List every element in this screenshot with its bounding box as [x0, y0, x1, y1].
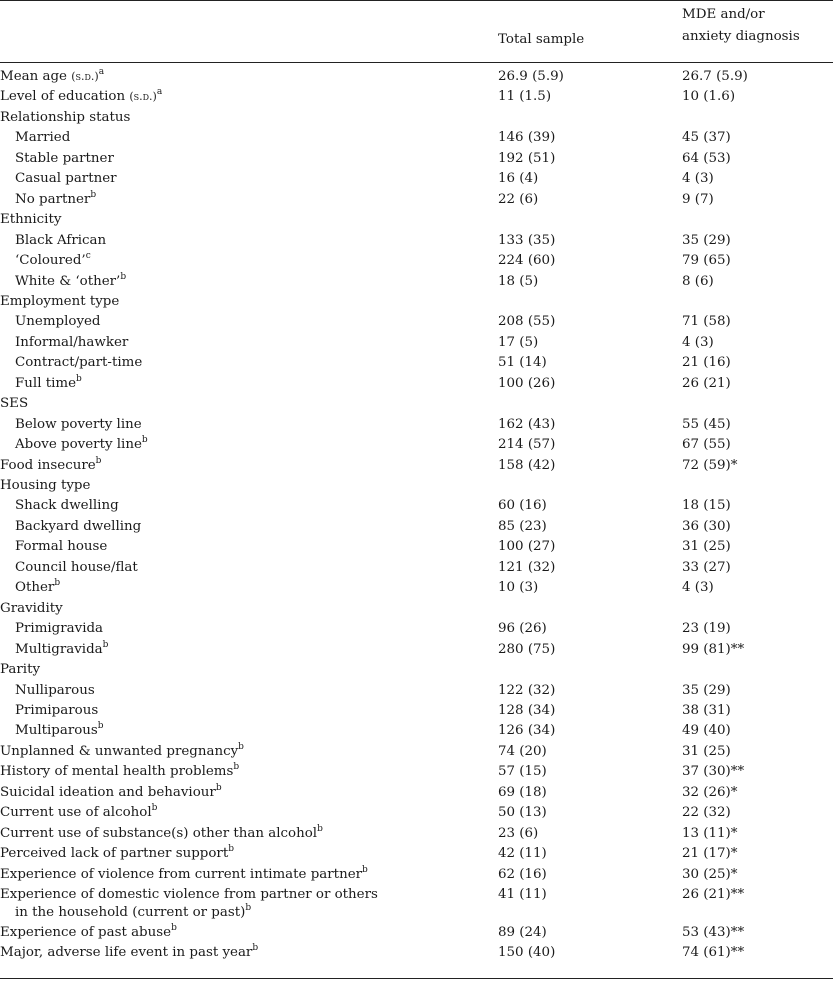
diagnosis-value: 4 (3)	[682, 171, 714, 187]
row-label: Ethnicity	[0, 212, 62, 228]
total-sample-value: 100 (26)	[498, 375, 556, 391]
row-label: White & ‘other’$^b$	[15, 271, 127, 289]
total-sample-value: 60 (16)	[498, 498, 547, 514]
row-label: SES	[0, 396, 29, 412]
diagnosis-value: 4 (3)	[682, 334, 714, 350]
total-sample-value: 26.9 (5.9)	[498, 69, 564, 84]
row-label: Unemployed	[15, 314, 101, 330]
diagnosis-value: 37 (30)**	[682, 764, 745, 780]
diagnosis-value: 13 (11)*	[682, 825, 738, 841]
table-row	[0, 169, 833, 189]
row-label: Shack dwelling	[15, 498, 119, 514]
total-sample-value: 122 (32)	[498, 682, 556, 698]
row-label: Above poverty line$^b$	[15, 435, 148, 453]
total-sample-value: 214 (57)	[498, 437, 556, 453]
diagnosis-value: 31 (25)	[682, 539, 731, 555]
bottom-rule	[0, 978, 833, 979]
total-sample-value: 18 (5)	[498, 273, 539, 289]
table-row	[0, 312, 833, 332]
row-label: Backyard dwelling	[15, 518, 142, 534]
row-label: No partner$^b$	[15, 189, 97, 207]
total-sample-value: 10 (3)	[498, 580, 539, 596]
table-row	[0, 783, 833, 803]
total-sample-value: 158 (42)	[498, 457, 556, 473]
row-label: Formal house	[15, 539, 108, 555]
table-row	[0, 292, 833, 312]
table-row	[0, 231, 833, 251]
total-sample-value: 280 (75)	[498, 641, 556, 657]
row-label: Food insecure$^b$	[0, 455, 102, 473]
diagnosis-value: 74 (61)**	[682, 945, 745, 961]
table-row	[0, 803, 833, 823]
total-sample-value: 89 (24)	[498, 925, 547, 940]
diagnosis-value: 67 (55)	[682, 437, 731, 453]
table-row	[0, 681, 833, 701]
col-header-diagnosis-line2: anxiety diagnosis	[682, 29, 800, 44]
row-label: Below poverty line	[15, 416, 142, 432]
diagnosis-value: 72 (59)*	[682, 457, 738, 473]
diagnosis-value: 99 (81)**	[682, 641, 745, 657]
table-row	[0, 210, 833, 230]
total-sample-value: 133 (35)	[498, 232, 556, 248]
table-row	[0, 742, 833, 762]
diagnosis-value: 30 (25)*	[682, 866, 738, 882]
row-label: Employment type	[0, 293, 120, 309]
diagnosis-value: 22 (32)	[682, 805, 731, 821]
total-sample-value: 162 (43)	[498, 416, 556, 432]
table-row	[0, 353, 833, 373]
diagnosis-value: 53 (43)**	[682, 925, 745, 940]
col-header-diagnosis	[682, 4, 800, 48]
table-row	[0, 517, 833, 537]
row-label: Experience of past abuse$^b$	[0, 923, 177, 940]
table-row	[0, 640, 833, 660]
table-row	[0, 923, 833, 943]
table-row	[0, 394, 833, 414]
diagnosis-value: 55 (45)	[682, 416, 731, 432]
total-sample-value: 41 (11)	[498, 887, 547, 902]
row-label: Major, adverse life event in past year$^b$	[0, 943, 259, 961]
row-label: Current use of substance(s) other than alcohol$^b$	[0, 823, 323, 841]
diagnosis-value: 23 (19)	[682, 621, 731, 637]
table-row	[0, 844, 833, 864]
table-row	[0, 67, 833, 87]
table-row	[0, 149, 833, 169]
total-sample-value: 22 (6)	[498, 191, 539, 207]
diagnosis-value: 18 (15)	[682, 498, 731, 514]
row-label: Experience of violence from current intimate partner$^b$	[0, 864, 368, 882]
col-header-diagnosis-line1: MDE and/or	[682, 7, 765, 22]
row-label: Current use of alcohol$^b$	[0, 803, 158, 821]
header-rule	[0, 62, 833, 63]
diagnosis-value: 45 (37)	[682, 130, 731, 146]
table-row	[0, 558, 833, 578]
table-row	[0, 456, 833, 476]
total-sample-value: 150 (40)	[498, 945, 556, 961]
table-row	[0, 496, 833, 516]
total-sample-value: 57 (15)	[498, 764, 547, 780]
row-label: Level of education $(s.d.)^a$	[0, 87, 163, 105]
total-sample-value: 126 (34)	[498, 723, 556, 739]
table-row	[0, 333, 833, 353]
diagnosis-value: 8 (6)	[682, 273, 714, 289]
row-label: Housing type	[0, 478, 91, 493]
diagnosis-value: 21 (16)	[682, 355, 731, 371]
row-label: Contract/part-time	[15, 355, 143, 371]
row-label: Primigravida	[15, 621, 104, 637]
col-header-total	[498, 29, 584, 51]
table-row	[0, 943, 833, 963]
total-sample-value: 192 (51)	[498, 150, 556, 166]
total-sample-value: 16 (4)	[498, 171, 539, 187]
total-sample-value: 11 (1.5)	[498, 89, 552, 105]
table-row	[0, 701, 833, 721]
row-label: Suicidal ideation and behaviour$^b$	[0, 782, 222, 800]
table-row	[0, 660, 833, 680]
total-sample-value: 208 (55)	[498, 314, 556, 330]
total-sample-value: 100 (27)	[498, 539, 556, 555]
table-row	[0, 537, 833, 557]
diagnosis-value: 10 (1.6)	[682, 89, 736, 105]
diagnosis-value: 64 (53)	[682, 150, 731, 166]
table-row	[0, 865, 833, 885]
row-label: Multigravida$^b$	[15, 639, 109, 657]
row-label: Mean age $(s.d.)^a$	[0, 67, 105, 84]
total-sample-value: 69 (18)	[498, 784, 547, 800]
table-row	[0, 578, 833, 598]
row-label: Unplanned & unwanted pregnancy$^b$	[0, 741, 244, 759]
row-label: Multiparous$^b$	[15, 721, 104, 739]
total-sample-value: 96 (26)	[498, 621, 547, 637]
total-sample-value: 51 (14)	[498, 355, 547, 371]
total-sample-value: 23 (6)	[498, 825, 539, 841]
diagnosis-value: 26.7 (5.9)	[682, 69, 748, 84]
diagnosis-value: 38 (31)	[682, 702, 731, 718]
table-row	[0, 599, 833, 619]
total-sample-value: 74 (20)	[498, 743, 547, 759]
diagnosis-value: 32 (26)*	[682, 784, 738, 800]
row-label: Relationship status	[0, 109, 131, 125]
diagnosis-value: 71 (58)	[682, 314, 731, 330]
row-label: Informal/hawker	[15, 334, 129, 350]
total-sample-value: 62 (16)	[498, 866, 547, 882]
table-row	[0, 87, 833, 107]
row-label: History of mental health problems$^b$	[0, 762, 240, 780]
row-label: Black African	[15, 232, 107, 248]
row-label: ‘Coloured’$^c$	[15, 251, 91, 269]
table-row	[0, 251, 833, 271]
diagnosis-value: 79 (65)	[682, 253, 731, 269]
total-sample-value: 121 (32)	[498, 559, 556, 575]
row-label: Gravidity	[0, 600, 63, 616]
diagnosis-value: 33 (27)	[682, 559, 731, 575]
table-row	[0, 476, 833, 496]
diagnosis-value: 4 (3)	[682, 580, 714, 596]
row-label: Primiparous	[15, 702, 99, 718]
table-row	[0, 108, 833, 128]
diagnosis-value: 49 (40)	[682, 723, 731, 739]
col-header-total-label: Total sample	[498, 32, 585, 47]
total-sample-value: 128 (34)	[498, 702, 556, 718]
diagnosis-value: 21 (17)*	[682, 846, 738, 862]
table-row	[0, 190, 833, 210]
table-row	[0, 272, 833, 292]
row-label: Experience of domestic violence from partner or others in the household (current or past)$^b$	[0, 887, 378, 920]
row-label: Nulliparous	[15, 682, 95, 698]
row-label: Council house/flat	[15, 559, 138, 575]
row-label: Casual partner	[15, 171, 117, 187]
diagnosis-value: 26 (21)**	[682, 887, 745, 902]
row-label: Married	[15, 130, 71, 146]
row-label: Full time$^b$	[15, 373, 82, 391]
diagnosis-value: 35 (29)	[682, 682, 731, 698]
row-label: Stable partner	[15, 150, 114, 166]
total-sample-value: 17 (5)	[498, 334, 539, 350]
table-row	[0, 824, 833, 844]
top-rule	[0, 0, 833, 1]
table-row	[0, 721, 833, 741]
total-sample-value: 224 (60)	[498, 253, 556, 269]
table-row	[0, 374, 833, 394]
table-row	[0, 619, 833, 639]
total-sample-value: 85 (23)	[498, 518, 547, 534]
row-label: Parity	[0, 662, 41, 678]
total-sample-value: 146 (39)	[498, 130, 556, 146]
table-row	[0, 885, 833, 923]
diagnosis-value: 9 (7)	[682, 191, 714, 207]
table-row	[0, 762, 833, 782]
diagnosis-value: 31 (25)	[682, 743, 731, 759]
table-row	[0, 128, 833, 148]
diagnosis-value: 35 (29)	[682, 232, 731, 248]
total-sample-value: 42 (11)	[498, 846, 547, 862]
row-label: Perceived lack of partner support$^b$	[0, 844, 234, 862]
total-sample-value: 50 (13)	[498, 805, 547, 821]
row-label: Other$^b$	[15, 578, 61, 596]
diagnosis-value: 26 (21)	[682, 375, 731, 391]
table-row	[0, 435, 833, 455]
table-row	[0, 415, 833, 435]
diagnosis-value: 36 (30)	[682, 518, 731, 534]
